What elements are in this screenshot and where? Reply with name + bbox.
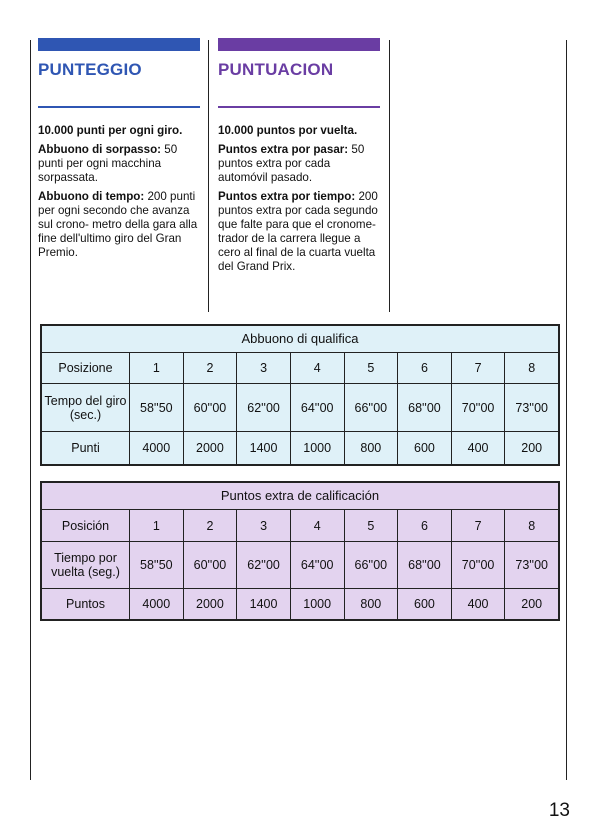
table-cell: 2000 — [183, 432, 237, 465]
table-cell: 4000 — [130, 432, 184, 465]
table-cell: 600 — [398, 432, 452, 465]
left-margin-rule — [30, 40, 31, 780]
spanish-item-label: Puntos extra por tiempo: — [218, 190, 356, 203]
table-row — [42, 384, 559, 432]
italian-item — [38, 143, 200, 185]
table-cell: 6 — [398, 353, 452, 384]
table-cell: 1 — [130, 353, 184, 384]
italian-item-text: 200 punti per ogni secondo che avanza sul crono- metro della gara alla fine dell'ultimo giro del Gran Premio. — [38, 190, 198, 259]
table-cell: 70''00 — [451, 542, 505, 589]
italian-qualifying-table — [40, 324, 560, 466]
table-cell: 5 — [344, 510, 398, 542]
table-cell: 8 — [505, 510, 559, 542]
table-cell: 600 — [398, 589, 452, 620]
table-cell: 4 — [290, 353, 344, 384]
row-label: Tiempo por vuelta (seg.) — [42, 542, 130, 589]
table-cell: 800 — [344, 432, 398, 465]
table-cell: 3 — [237, 510, 291, 542]
table-cell: 7 — [451, 353, 505, 384]
table-row — [42, 542, 559, 589]
table-cell: 2 — [183, 353, 237, 384]
table-cell: 7 — [451, 510, 505, 542]
table-cell: 200 — [505, 589, 559, 620]
table-caption: Puntos extra de calificación — [42, 483, 559, 510]
row-label: Puntos — [42, 589, 130, 620]
table-cell: 58''50 — [130, 384, 184, 432]
table-cell: 2 — [183, 510, 237, 542]
table-cell: 66''00 — [344, 384, 398, 432]
spanish-qualifying-table — [40, 481, 560, 621]
right-margin-rule-lower — [566, 40, 567, 780]
row-label: Posizione — [42, 353, 130, 384]
table-row — [42, 589, 559, 620]
italian-title: PUNTEGGIO — [38, 60, 142, 79]
table-cell: 60''00 — [183, 542, 237, 589]
table-cell: 64''00 — [290, 542, 344, 589]
right-margin-rule — [389, 40, 390, 312]
table-cell: 4000 — [130, 589, 184, 620]
table-cell: 62''00 — [237, 542, 291, 589]
row-label: Tempo del giro (sec.) — [42, 384, 130, 432]
italian-item-label: Abbuono di tempo: — [38, 190, 145, 203]
table-cell: 1400 — [237, 589, 291, 620]
table-cell: 62''00 — [237, 384, 291, 432]
spanish-title: PUNTUACION — [218, 60, 334, 79]
table-cell: 68''00 — [398, 384, 452, 432]
spanish-title-rule — [218, 106, 380, 108]
table-row — [42, 432, 559, 465]
spanish-item-text: 50 puntos extra por cada automóvil pasado. — [218, 143, 365, 184]
italian-title-bar — [38, 38, 200, 51]
page-number: 13 — [548, 800, 570, 821]
table-cell: 73''00 — [505, 542, 559, 589]
table-cell: 2000 — [183, 589, 237, 620]
italian-title-rule — [38, 106, 200, 108]
table-cell: 70''00 — [451, 384, 505, 432]
table-cell: 64''00 — [290, 384, 344, 432]
table-cell: 1 — [130, 510, 184, 542]
spanish-body — [218, 124, 380, 274]
table-cell: 66''00 — [344, 542, 398, 589]
table-cell: 800 — [344, 589, 398, 620]
spanish-column — [218, 38, 380, 279]
table-cell: 1400 — [237, 432, 291, 465]
table-cell: 1000 — [290, 589, 344, 620]
table-cell: 58''50 — [130, 542, 184, 589]
spanish-lead: 10.000 puntos por vuelta. — [218, 124, 358, 137]
table-cell: 73''00 — [505, 384, 559, 432]
table-row — [42, 510, 559, 542]
table-cell: 1000 — [290, 432, 344, 465]
italian-column — [38, 38, 200, 265]
spanish-item — [218, 190, 380, 274]
spanish-item — [218, 143, 380, 185]
italian-item — [38, 190, 200, 260]
table-cell: 68''00 — [398, 542, 452, 589]
table-cell: 6 — [398, 510, 452, 542]
table-cell: 60''00 — [183, 384, 237, 432]
table-row — [42, 353, 559, 384]
spanish-item-text: 200 puntos extra por cada segundo que falte para que el cronome- trador de la carrera llegue a cero al final de la cuarta vuelta del Grand Prix. — [218, 190, 378, 273]
table-cell: 400 — [451, 432, 505, 465]
italian-item-label: Abbuono di sorpasso: — [38, 143, 162, 156]
column-divider-rule — [208, 40, 209, 312]
table-cell: 3 — [237, 353, 291, 384]
row-label: Punti — [42, 432, 130, 465]
spanish-title-bar — [218, 38, 380, 51]
italian-lead: 10.000 punti per ogni giro. — [38, 124, 183, 137]
row-label: Posición — [42, 510, 130, 542]
table-cell: 5 — [344, 353, 398, 384]
table-cell: 8 — [505, 353, 559, 384]
table-cell: 400 — [451, 589, 505, 620]
italian-body — [38, 124, 200, 260]
italian-item-text: 50 punti per ogni macchina sorpassata. — [38, 143, 178, 184]
table-cell: 4 — [290, 510, 344, 542]
table-caption: Abbuono di qualifica — [42, 326, 559, 353]
table-cell: 200 — [505, 432, 559, 465]
spanish-item-label: Puntos extra por pasar: — [218, 143, 349, 156]
